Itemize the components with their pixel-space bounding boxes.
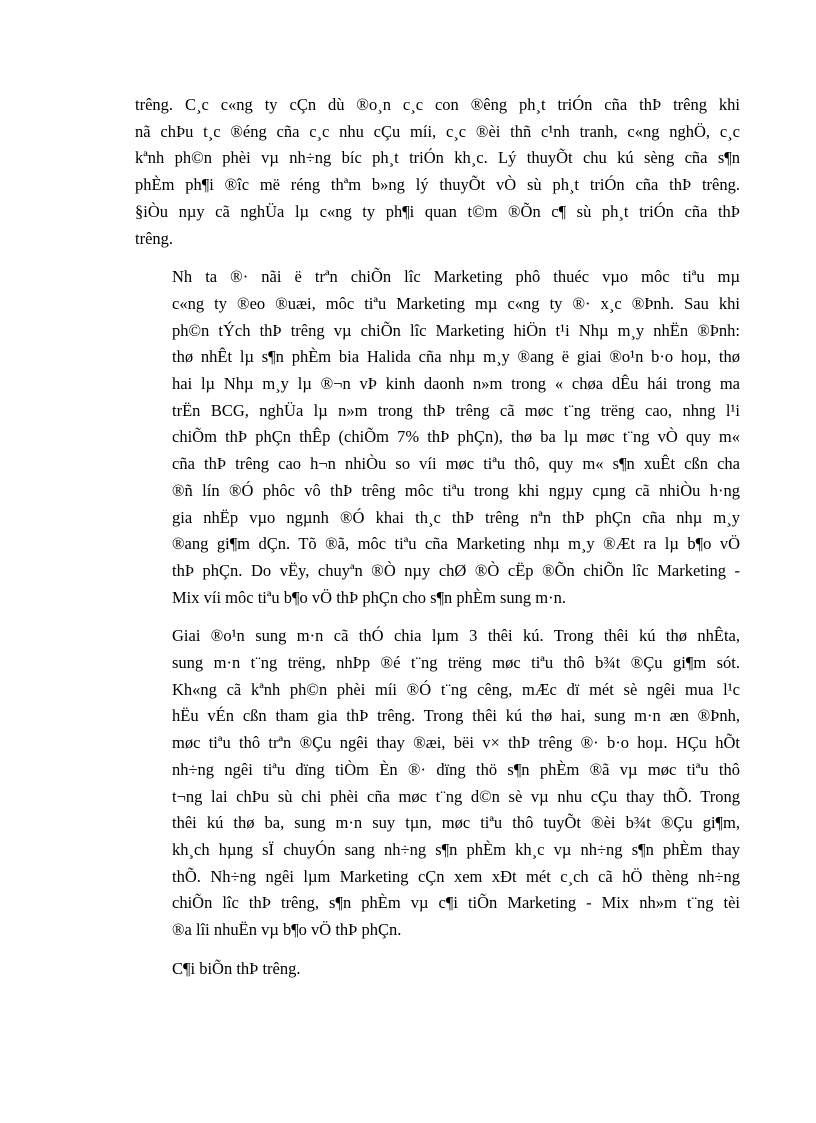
text-line: t¬ng lai chÞu sù chi phèi cña møc t¨ng d©n sè vµ nhu cÇu thay thÕ. Trong [172,786,740,806]
text-line: Nh ta ®· nãi ë trªn chiÕn lîc Marketing phô thuéc vµo môc tiªu mµ [172,267,740,287]
text-line: thêi kú thø ba, sung m·n suy tµn, møc tiªu thô tuyÕt ®èi b¾t ®Çu gi¶m, [172,813,740,833]
text-line: §iÒu nµy cã nghÜa lµ c«ng ty ph¶i quan t©m ®Õn c¶ sù ph¸t triÓn cña thÞ [135,201,740,221]
text-line: phÈm ph¶i ®îc më réng thªm b»ng lý thuyÕt vÒ sù ph¸t triÓn cña thÞ trêng. [135,175,740,195]
text-line: trËn BCG, nghÜa lµ n»m trong thÞ trêng cã møc t¨ng trëng cao, nhng l¹i [172,400,740,420]
text-line: gia nhËp vµo ngµnh ®Ó khai th¸c thÞ trêng nªn thÞ phÇn cña nhµ m¸y [172,507,740,527]
text-line: ®ang gi¶m dÇn. Tõ ®ã, môc tiªu cña Marketing nhµ m¸y ®Æt ra lµ b¶o vÖ [172,534,740,554]
text-line: nã chÞu t¸c ®éng cña c¸c nhu cÇu míi, c¸c ®èi thñ c¹nh tranh, c«ng nghÖ, c¸c [135,121,740,141]
text-line: chiÕm thÞ phÇn thÊp (chiÕm 7% thÞ phÇn), thø ba lµ møc t¨ng vÒ quy m« [172,427,740,447]
text-line: hËu vÉn cßn tham gia thÞ trêng. Trong thêi kú thø hai, sung m·n æn ®Þnh, [172,706,740,726]
text-line: kªnh ph©n phèi vµ nh÷ng bíc ph¸t triÓn kh¸c. Lý thuyÕt chu kú sèng cña s¶n [135,148,740,168]
text-line: thÞ phÇn. Do vËy, chuyªn ®Ò nµy chØ ®Ò cËp ®Õn chiÕn lîc Marketing - [172,560,740,580]
text-line: thÕ. Nh÷ng ngêi lµm Marketing cÇn xem xÐt mét c¸ch cã hÖ thèng nh÷ng [172,866,740,886]
paragraph [135,264,740,611]
text-line: ph©n tÝch thÞ trêng vµ chiÕn lîc Marketing hiÖn t¹i Nhµ m¸y nhËn ®Þnh: [172,320,740,340]
document-body [135,92,740,995]
text-line: ®a lîi nhuËn vµ b¶o vÖ thÞ phÇn. [172,920,402,940]
text-line: møc tiªu thô trªn ®Çu ngêi thay ®æi, bëi v× thÞ trêng ®· b·o hoµ. HÇu hÕt [172,733,740,753]
text-line: trêng. [135,228,174,248]
text-line: kh¸ch hµng sÏ chuyÓn sang nh÷ng s¶n phÈm kh¸c vµ nh÷ng s¶n phÈm thay [172,839,740,859]
text-line: ®ñ lín ®Ó phôc vô thÞ trêng môc tiªu trong khi ngµy cµng cã nhiÒu h·ng [172,480,740,500]
text-line: nh÷ng ngêi tiªu dïng tiÒm Èn ®· dïng thö s¶n phÈm ®ã vµ møc tiªu thô [172,759,740,779]
text-line: Mix víi môc tiªu b¶o vÖ thÞ phÇn cho s¶n phÈm sung m·n. [172,587,566,607]
text-line: Giai ®o¹n sung m·n cã thÓ chia lµm 3 thêi kú. Trong thêi kú thø nhÊta, [172,626,740,646]
paragraph [135,92,740,252]
paragraph [135,956,740,983]
text-line: trêng. C¸c c«ng ty cÇn dù ®o¸n c¸c con ®êng ph¸t triÓn cña thÞ trêng khi [135,95,740,114]
text-line: chiÕn lîc thÞ trêng, s¶n phÈm vµ c¶i tiÕn Marketing - Mix nh»m t¨ng tèi [172,893,740,913]
text-line: Kh«ng cã kªnh ph©n phèi míi ®Ó t¨ng cêng, mÆc dï mét sè ngêi mua l¹c [172,679,740,699]
text-line: C¶i biÕn thÞ trêng. [172,958,301,978]
text-line: hai lµ Nhµ m¸y lµ ®¬n vÞ kinh daonh n»m trong « chøa dÊu hái trong ma [172,374,740,394]
paragraph [135,623,740,943]
text-line: cña thÞ trêng cao h¬n nhiÒu so víi møc tiªu thô, quy m« s¶n xuÊt cßn cha [172,454,740,474]
text-line: c«ng ty ®eo ®uæi, môc tiªu Marketing mµ c«ng ty ®· x¸c ®Þnh. Sau khi [172,293,740,313]
text-line: thø nhÊt lµ s¶n phÈm bia Halida cña nhµ m¸y ®ang ë giai ®o¹n b·o hoµ, thø [172,347,740,367]
text-line: sung m·n t¨ng trëng, nhÞp ®é t¨ng trëng møc tiªu thô b¾t ®Çu gi¶m sót. [172,653,740,673]
